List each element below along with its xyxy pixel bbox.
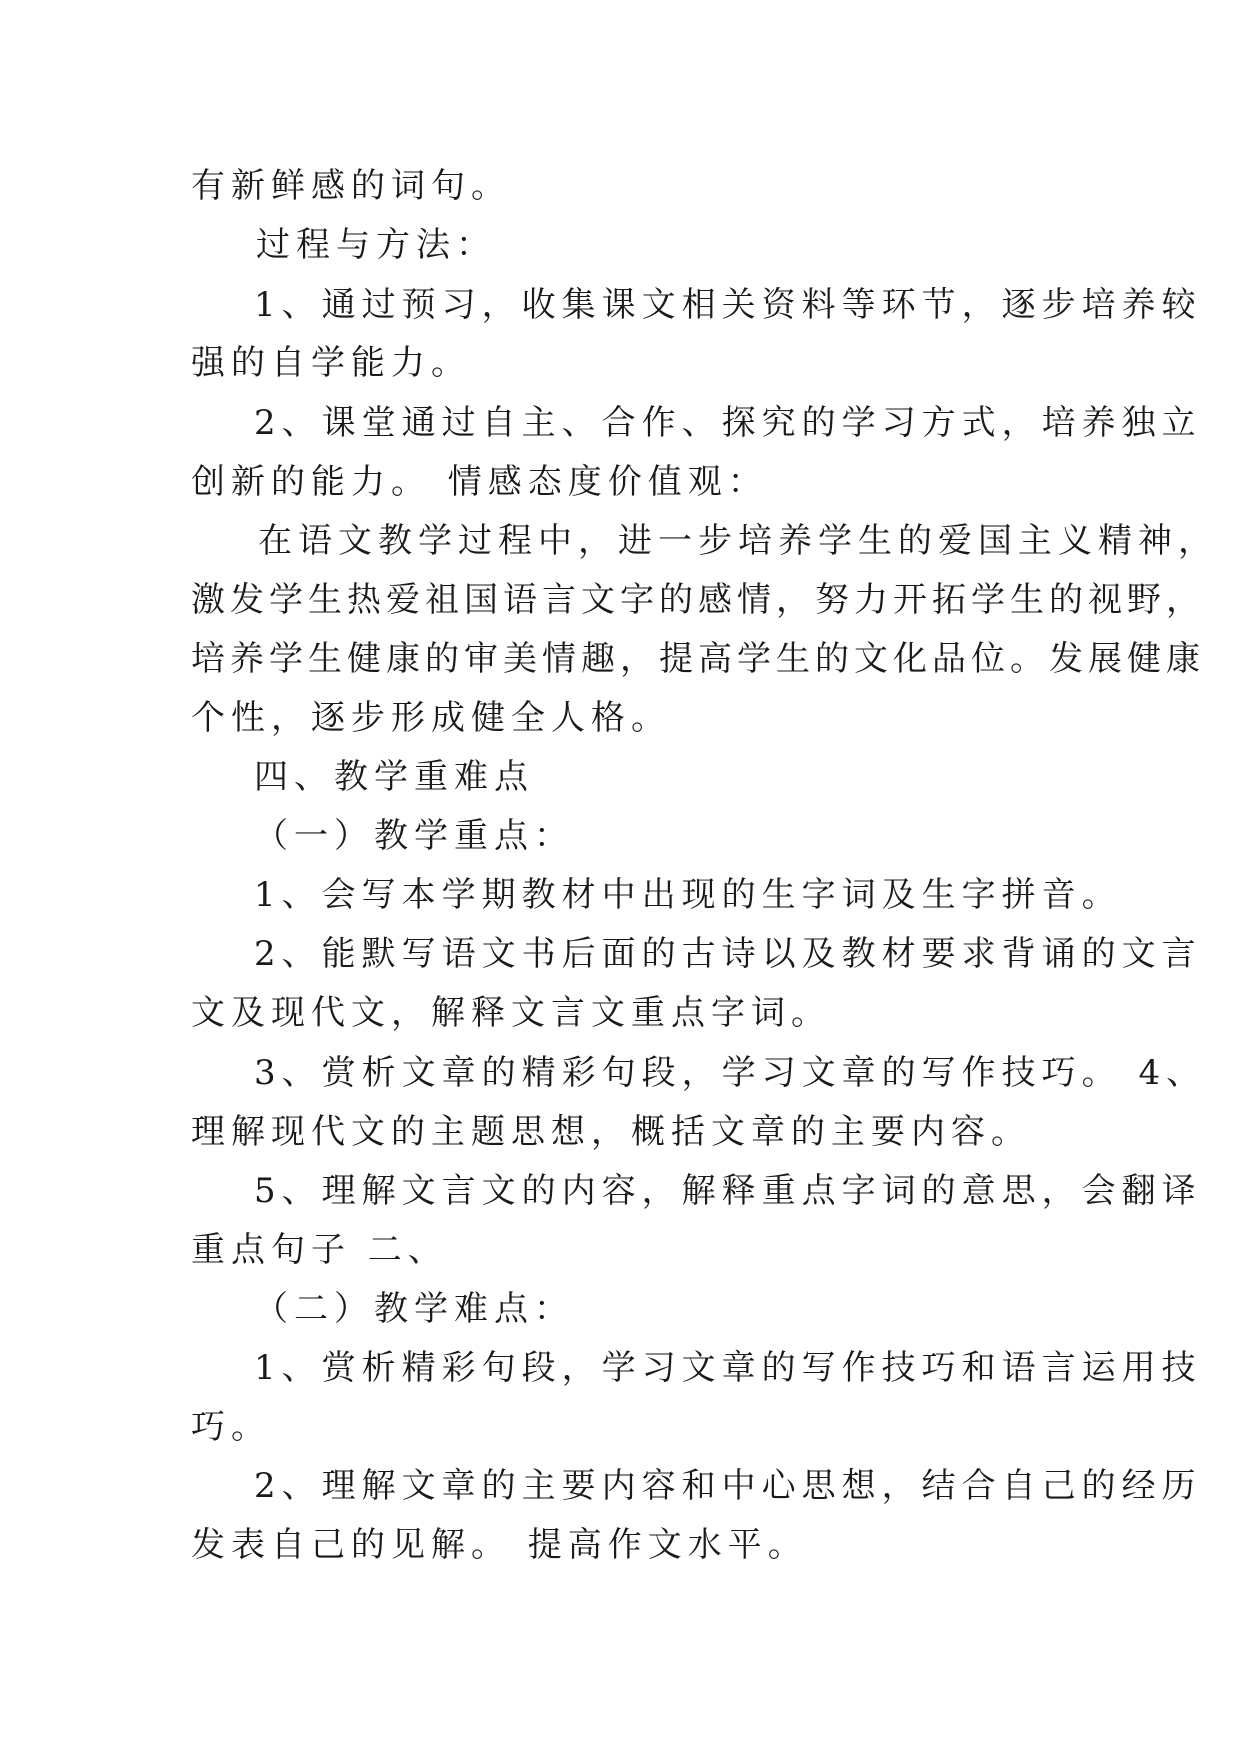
text-line: 2、能默写语文书后面的古诗以及教材要求背诵的文言 [254,934,1202,974]
text-line: 文及现代文，解释文言文重点字词。 [191,993,831,1033]
text-line: 1、会写本学期教材中出现的生字词及生字拼音。 [254,875,1122,915]
text-line: （一）教学重点： [254,816,574,856]
text-line: 巧。 [191,1407,271,1447]
text-line: 有新鲜感的词句。 [191,166,511,206]
text-line: 创新的能力。 情感态度价值观： [191,462,768,502]
text-line: 重点句子 二、 [191,1230,448,1270]
text-line: 发表自己的见解。 提高作文水平。 [191,1525,808,1565]
text-line: 强的自学能力。 [191,343,471,383]
text-line: 过程与方法： [256,225,496,265]
text-line: 2、课堂通过自主、合作、探究的学习方式，培养独立 [254,403,1202,443]
text-line: 1、赏析精彩句段，学习文章的写作技巧和语言运用技 [254,1348,1202,1388]
text-line: 5、理解文言文的内容，解释重点字词的意思，会翻译 [254,1171,1202,1211]
text-line: 个性，逐步形成健全人格。 [191,698,671,738]
text-line: 培养学生健康的审美情趣，提高学生的文化品位。发展健康 [191,639,1205,679]
text-line: 3、赏析文章的精彩句段，学习文章的写作技巧。 4、 [254,1053,1207,1093]
text-line: 四、教学重难点 [254,757,534,797]
text-line: （二）教学难点： [254,1289,574,1329]
text-line: 2、理解文章的主要内容和中心思想，结合自己的经历 [254,1466,1202,1506]
text-line: 1、通过预习，收集课文相关资料等环节，逐步培养较 [254,285,1202,325]
text-line: 激发学生热爱祖国语言文字的感情，努力开拓学生的视野， [191,580,1205,620]
text-line: 理解现代文的主题思想，概括文章的主要内容。 [191,1112,1031,1152]
text-line: 在语文教学过程中，进一步培养学生的爱国主义精神， [258,521,1218,561]
